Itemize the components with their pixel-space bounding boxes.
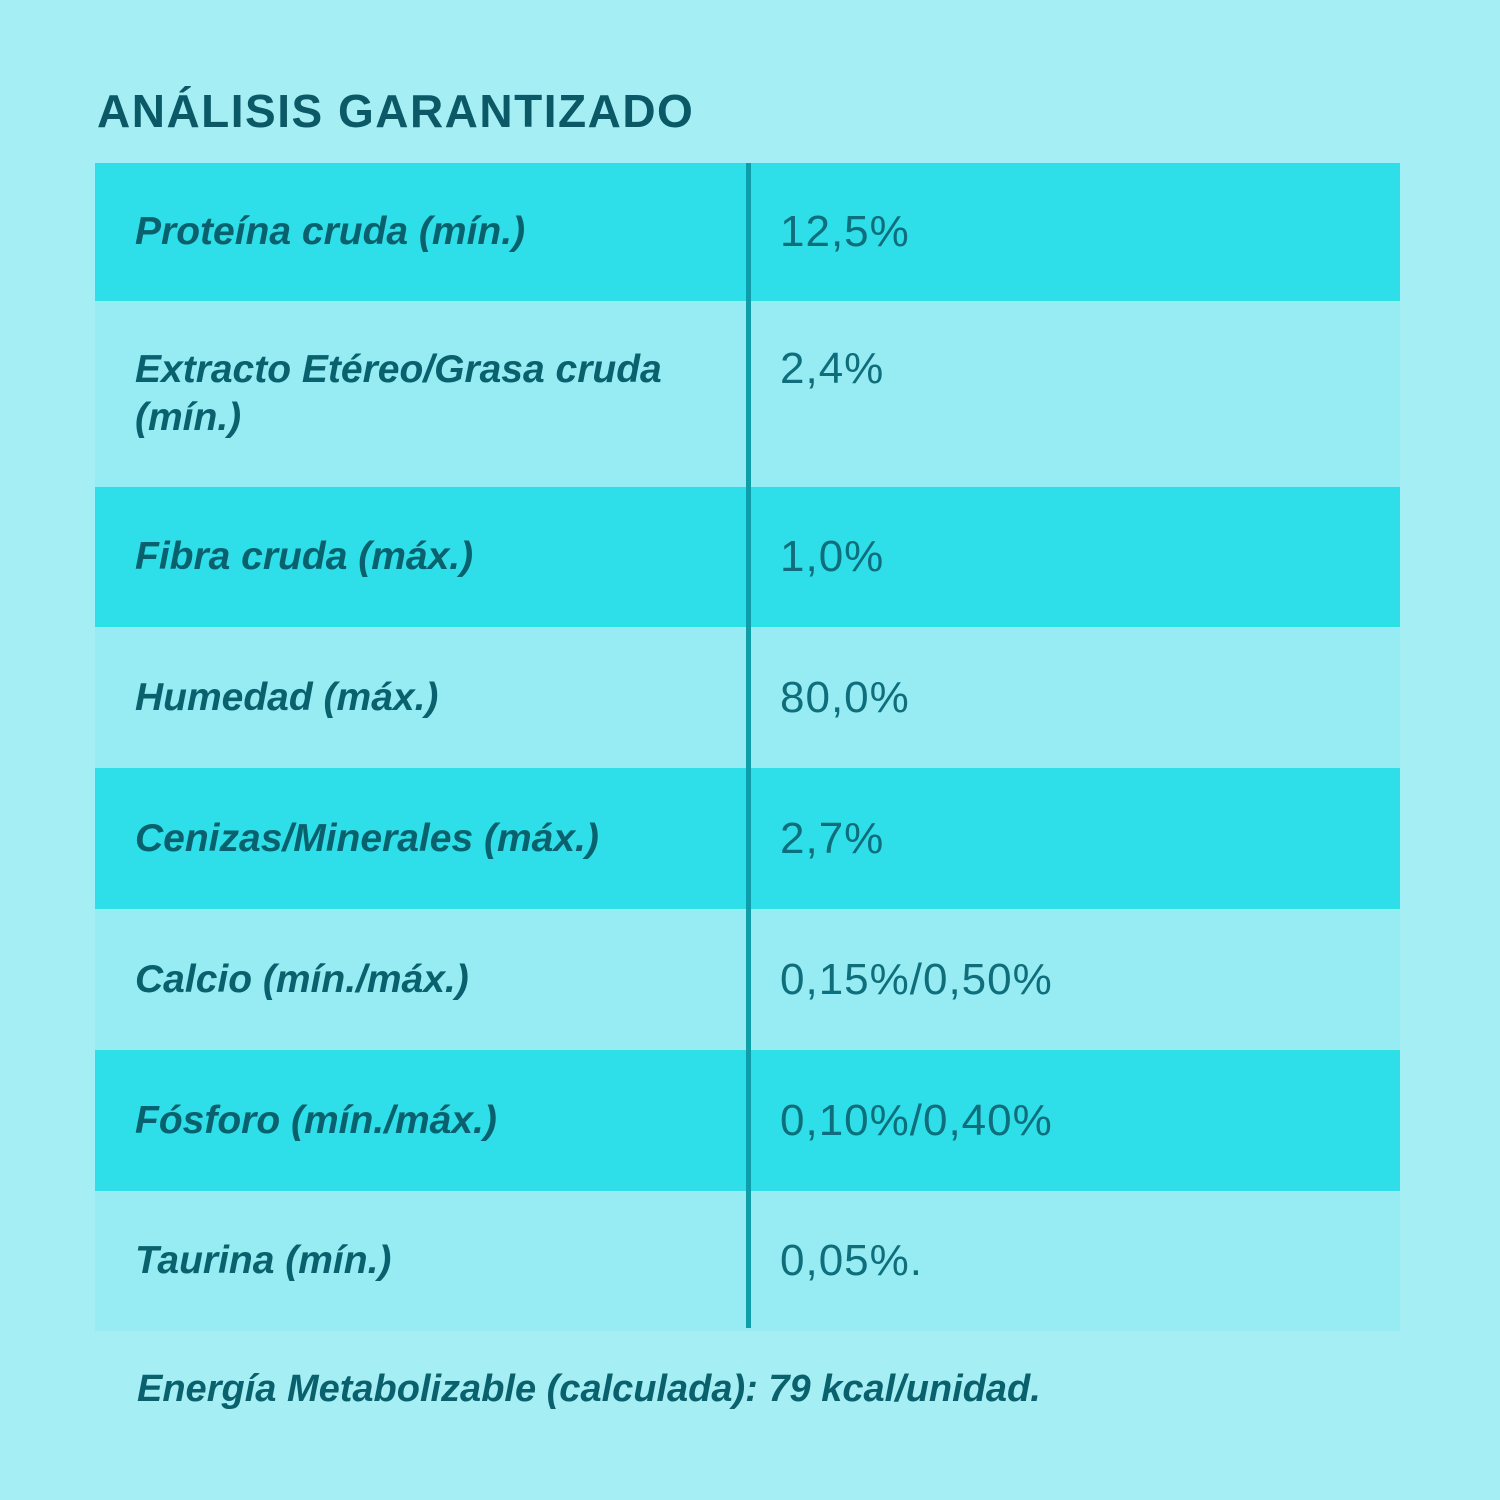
nutrient-label: Cenizas/Minerales (máx.) — [135, 816, 599, 860]
analysis-table — [95, 163, 1400, 1331]
nutrient-label-cell — [95, 533, 748, 581]
nutrient-value: 0,15%/0,50% — [780, 954, 1053, 1004]
nutrient-label-cell — [95, 1237, 748, 1285]
nutrient-value: 1,0% — [780, 532, 885, 581]
nutrient-value: 80,0% — [780, 672, 910, 722]
nutrient-label: Fósforo (mín./máx.) — [135, 1098, 497, 1142]
nutrient-label: Humedad (máx.) — [135, 675, 439, 719]
nutrient-value: 12,5% — [780, 207, 910, 256]
nutrient-label: Taurina (mín.) — [135, 1239, 392, 1282]
nutrient-label: Extracto Etéreo/Grasa cruda (mín.) — [135, 348, 662, 439]
nutrient-value: 0,05%. — [780, 1236, 923, 1285]
nutrient-label-cell — [95, 1097, 748, 1145]
metabolizable-energy-note: Energía Metabolizable (calculada): 79 kcal/unidad. — [137, 1368, 1041, 1410]
nutrient-label: Fibra cruda (máx.) — [135, 535, 474, 578]
nutrient-value: 0,10%/0,40% — [780, 1095, 1053, 1145]
nutrient-label-cell — [95, 674, 748, 722]
nutrient-value: 2,7% — [780, 813, 885, 863]
page-title: ANÁLISIS GARANTIZADO — [97, 85, 695, 137]
nutrient-value: 2,4% — [780, 344, 885, 393]
nutrient-label-cell — [95, 346, 748, 442]
nutrient-label-cell — [95, 956, 748, 1004]
nutrient-label: Proteína cruda (mín.) — [135, 210, 526, 253]
column-divider-line — [746, 163, 751, 1328]
nutrient-label: Calcio (mín./máx.) — [135, 957, 469, 1001]
nutrient-label-cell — [95, 815, 748, 863]
nutrient-label-cell — [95, 208, 748, 256]
